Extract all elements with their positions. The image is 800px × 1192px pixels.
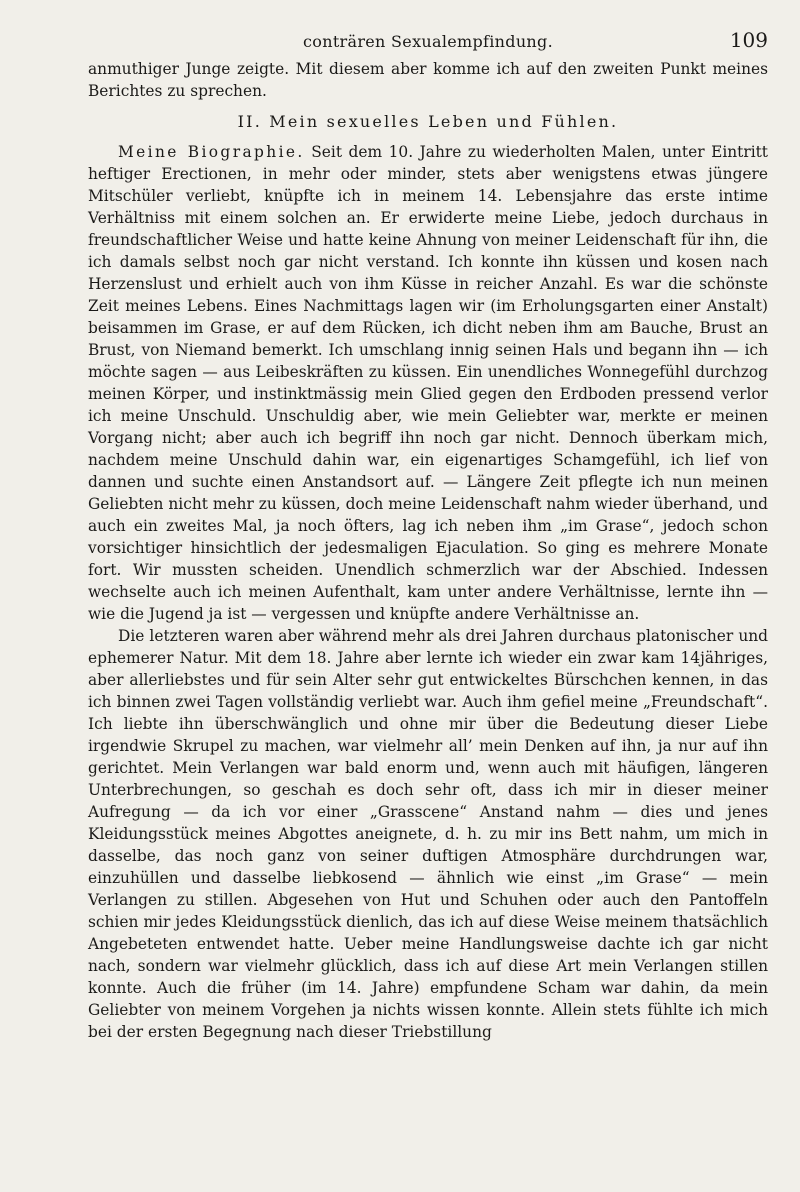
section-heading: II. Mein sexuelles Leben und Fühlen. bbox=[237, 112, 619, 131]
running-head bbox=[88, 28, 768, 58]
paragraph-later-relations: Die letzteren waren aber während mehr als drei Jahren durchaus platonischer und ephemerer Natur. Mit dem 18. Jahre aber lernte ich wieder ein zwar kam 14jähriges, aber allerliebstes und für sein Alter sehr gut entwickeltes Bürschchen kennen, in das ich binnen zwei Tagen vollständig verliebt war. Auch ihm gefiel meine „Freundschaft“. Ich liebte ihn überschwänglich und ohne mir über die Bedeutung dieser Liebe irgendwie Skrupel zu machen, war vielmehr all’ mein Denken auf ihn, ja nur auf ihn gerichtet. Mein Verlangen war bald enorm und, wenn auch mit häufigen, längeren Unterbrechungen, so geschah es doch sehr oft, dass ich mir in dieser meiner Aufregung — da ich vor einer „Grasscene“ Anstand nahm — dies und jenes Kleidungsstück meines Abgottes aneignete, d. h. zu mir ins Bett nahm, um mich in dasselbe, das noch ganz von seiner duftigen Atmosphäre durchdrungen war, einzuhüllen und dasselbe liebkosend — ähnlich wie einst „im Grase“ — mein Verlangen zu stillen. Abgesehen von Hut und Schuhen oder auch den Pantoffeln schien mir jedes Kleidungsstück dienlich, das ich auf diese Weise meinem thatsächlich Angebeteten entwendet hatte. Ueber meine Handlungsweise dachte ich gar nicht nach, sondern war vielmehr glücklich, dass ich auf diese Art mein Verlangen stillen konnte. Auch die früher (im 14. Jahre) empfundene Scham war dahin, da mein Geliebter von meinem Vorgehen ja nichts wissen konnte. Allein stets fühlte ich mich bei der ersten Begegnung nach dieser Triebstillung bbox=[88, 627, 768, 1041]
paragraph-continuation: anmuthiger Junge zeigte. Mit diesem aber komme ich auf den zweiten Punkt meines Berichtes zu sprechen. bbox=[88, 60, 768, 100]
run-in-heading: Meine Biographie. bbox=[118, 143, 305, 161]
paragraph-biography-text: Seit dem 10. Jahre zu wiederholten Malen, unter Eintritt heftiger Erectionen, in mehr oder minder, stets aber wenigstens etwas jüngere Mitschüler verliebt, knüpfte ich in meinem 14. Lebensjahre das erste intime Verhältniss mit einem solchen an. Er erwiderte meine Liebe, jedoch durchaus in freundschaftlicher Weise und hatte keine Ahnung von meiner Leidenschaft für ihn, die ich damals selbst noch gar nicht verstand. Ich konnte ihn küssen und kosen nach Herzenslust und erhielt auch von ihm Küsse in reicher Anzahl. Es war die schönste Zeit meines Lebens. Eines Nachmittags lagen wir (im Erholungsgarten einer Anstalt) beisammen im Grase, er auf dem Rücken, ich dicht neben ihm am Bauche, Brust an Brust, von Niemand bemerkt. Ich umschlang innig seinen Hals und begann ihn — ich möchte sagen — aus Leibeskräften zu küssen. Ein unendliches Wonnegefühl durchzog meinen Körper, und instinktmässig mein Glied gegen den Erdboden pressend verlor ich meine Unschuld. Unschuldig aber, wie mein Geliebter war, merkte er meinen Vorgang nicht; aber auch ich begriff ihn noch gar nicht. Dennoch überkam mich, nachdem meine Unschuld dahin war, ein eigenartiges Schamgefühl, ich lief von dannen und suchte einen Anstandsort auf. — Längere Zeit pflegte ich nun meinen Geliebten nicht mehr zu küssen, doch meine Leidenschaft nahm wieder überhand, und auch ein zweites Mal, ja noch öfters, lag ich neben ihm „im Grase“, jedoch schon vorsichtiger hinsichtlich der jedesmaligen Ejaculation. So ging es mehrere Monate fort. Wir mussten scheiden. Unendlich schmerzlich war der Abschied. Indessen wechselte auch ich meinen Aufenthalt, kam unter andere Verhältnisse, lernte ihn — wie die Jugend ja ist — vergessen und knüpfte andere Verhältnisse an. bbox=[88, 143, 768, 623]
running-title: conträren Sexualempfindung. bbox=[303, 32, 553, 51]
paragraph-biography bbox=[88, 141, 768, 625]
page-number: 109 bbox=[729, 28, 768, 52]
body-text bbox=[88, 58, 768, 1043]
